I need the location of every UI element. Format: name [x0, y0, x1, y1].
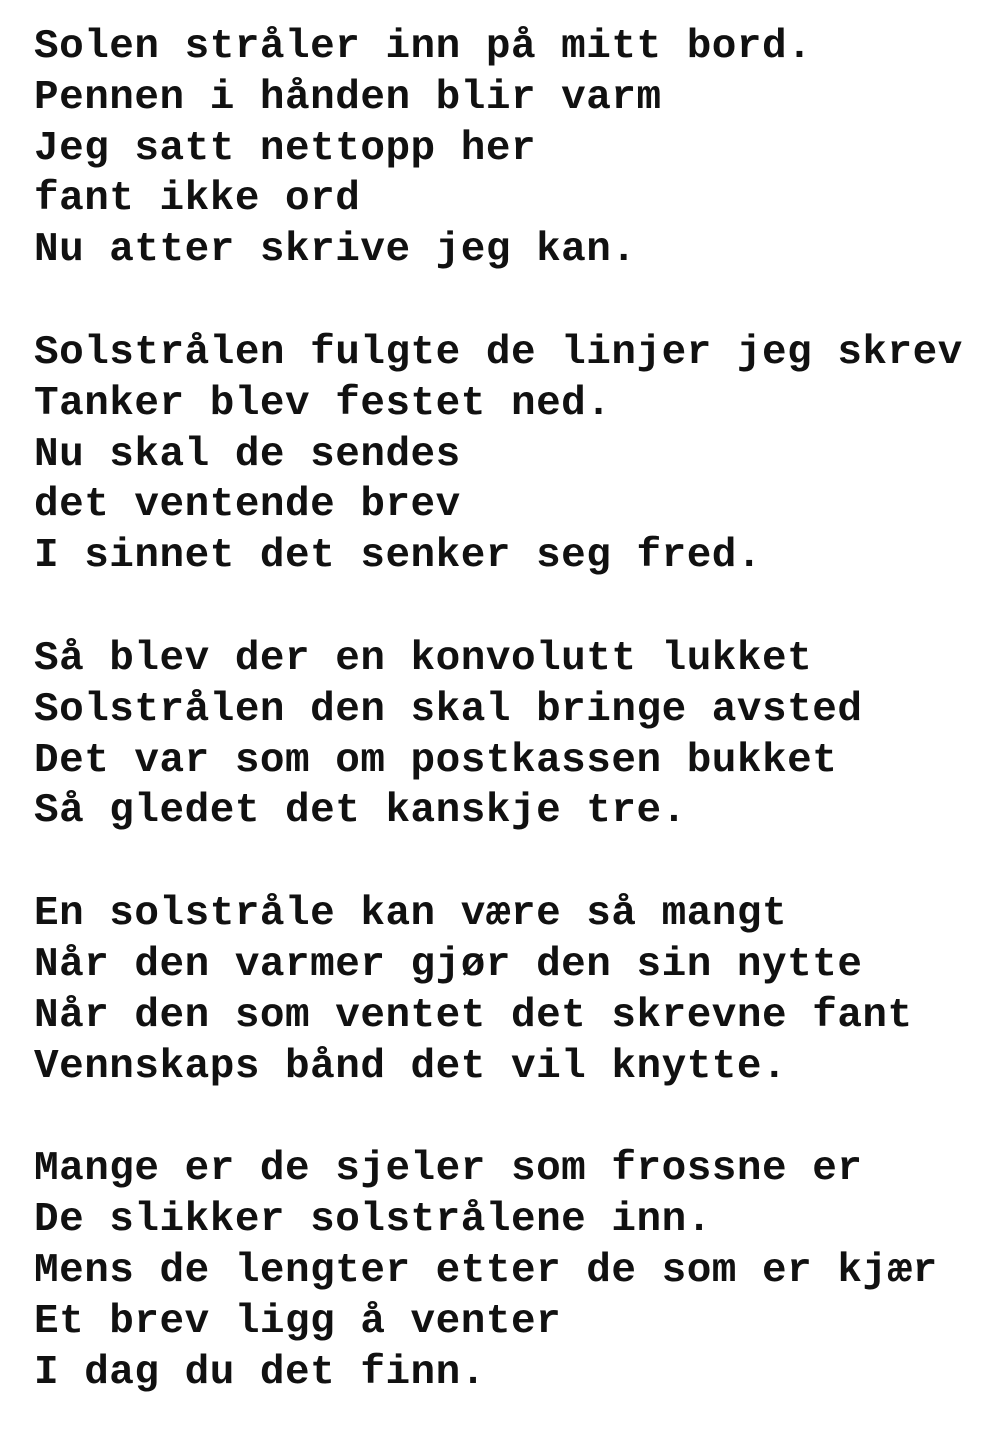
poem-line: Mange er de sjeler som frossne er [34, 1146, 863, 1193]
poem-line: En solstråle kan være så mangt [34, 891, 788, 938]
poem-line: Vennskaps bånd det vil knytte. [34, 1043, 788, 1090]
poem-line: Så blev der en konvolutt lukket [34, 635, 813, 682]
poem-line: det ventende brev [34, 482, 461, 529]
poem-line: fant ikke ord [34, 176, 361, 223]
poem-line: Det var som om postkassen bukket [34, 737, 838, 784]
poem-line: Når den som ventet det skrevne fant [34, 992, 913, 1039]
poem-line: Jeg satt nettopp her [34, 125, 537, 172]
stanza-4 [34, 889, 979, 1092]
poem-line: Solstrålen fulgte de linjer jeg skrev [34, 329, 963, 376]
poem-line: Et brev ligg å venter [34, 1298, 562, 1345]
poem-line: Pennen i hånden blir varm [34, 74, 662, 121]
poem-line: Mens de lengter etter de som er kjær [34, 1247, 938, 1294]
poem-line: Tanker blev festet ned. [34, 380, 612, 427]
stanza-1 [34, 22, 979, 276]
poem [34, 22, 979, 1450]
poem-line: I sinnet det senker seg fred. [34, 533, 763, 580]
stanza-3 [34, 634, 979, 837]
poem-line: I dag du det finn. [34, 1349, 486, 1396]
poem-line: De slikker solstrålene inn. [34, 1197, 712, 1244]
poem-line: Så gledet det kanskje tre. [34, 788, 687, 835]
poem-line: Nu atter skrive jeg kan. [34, 227, 637, 274]
stanza-5 [34, 1144, 979, 1398]
poem-line: Nu skal de sendes [34, 431, 461, 478]
stanza-2 [34, 328, 979, 582]
poem-line: Solstrålen den skal bringe avsted [34, 686, 863, 733]
poem-line: Solen stråler inn på mitt bord. [34, 24, 813, 70]
poem-line: Når den varmer gjør den sin nytte [34, 941, 863, 988]
